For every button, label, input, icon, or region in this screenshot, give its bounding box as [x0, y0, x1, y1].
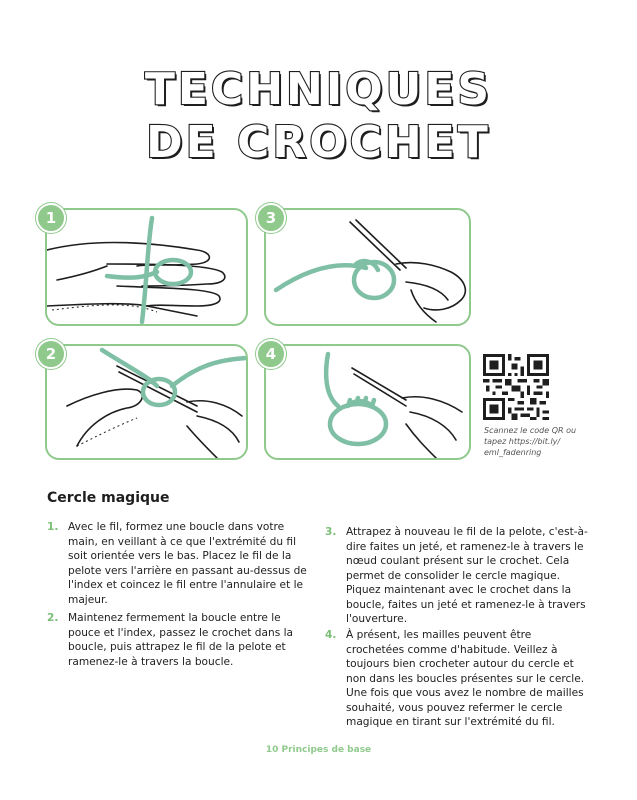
- illustration-panel-1: [45, 208, 248, 326]
- step-number: 4.: [325, 629, 337, 641]
- step-number: 2.: [47, 612, 59, 624]
- step-badge-3: 3: [256, 203, 286, 233]
- illustration-panel-2: [45, 344, 248, 460]
- step-badge-4: 4: [256, 339, 286, 369]
- step-number: 3.: [325, 526, 337, 538]
- illustration-panel-3: [264, 208, 471, 326]
- page-number: 10: [265, 745, 279, 755]
- footer-section-label: Principes de base: [281, 745, 372, 755]
- step-text: Attrapez à nouveau le fil de la pelote, c'est-à-dire faites un jeté, et ramenez-le à travers le nœud coulant présent sur le crochet. Cela permet de consolider le cercle magique. Piquez maintenant avec le crochet dans la boucle, faites un jeté et ramenez-le à travers l'ouverture.: [346, 526, 588, 625]
- page-footer: [0, 745, 637, 755]
- step-text: Avec le fil, formez une boucle dans votre main, en veillant à ce que l'extrémité du fil soit orientée vers le bas. Placez le fil de la pelote vers l'arrière en passant au-dessus de l'index et coincez le fil entre l'annulaire et le majeur.: [68, 521, 307, 606]
- qr-caption: Scannez le code QR ou tapez https://bit.ly/ eml_fadenring: [484, 426, 577, 457]
- step-badge-2: 2: [36, 339, 66, 369]
- instruction-step-1: [47, 520, 307, 607]
- step-number: 1.: [47, 521, 59, 533]
- instruction-step-4: [325, 628, 591, 730]
- step-text: Maintenez fermement la boucle entre le pouce et l'index, passez le crochet dans la boucle, puis attrapez le fil de la pelote et ramenez-le à travers la boucle.: [68, 612, 294, 668]
- hook-chain-illustration: [266, 210, 469, 324]
- hook-loop-illustration: [47, 346, 246, 458]
- qr-code[interactable]: [483, 354, 549, 420]
- step-text: À présent, les mailles peuvent être crochetées comme d'habitude. Veillez à toujours bien crocheter autour du cercle et non dans les boucles présentes sur le cercle. Une fois que vous avez le nombre de mailles souhaité, vous pouvez refermer le cercle magique en tirant sur l'extrémité du fil.: [346, 629, 585, 728]
- instruction-step-3: [325, 525, 591, 627]
- finished-ring-illustration: [266, 346, 469, 458]
- page-title-line-1: TECHNIQUES: [144, 64, 493, 115]
- instruction-step-2: [47, 611, 307, 669]
- step-badge-1: 1: [36, 203, 66, 233]
- section-title: Cercle magique: [47, 490, 170, 506]
- page-title-line-2: DE CROCHET: [146, 117, 491, 168]
- hand-loop-illustration: [47, 210, 246, 324]
- illustration-panel-4: [264, 344, 471, 460]
